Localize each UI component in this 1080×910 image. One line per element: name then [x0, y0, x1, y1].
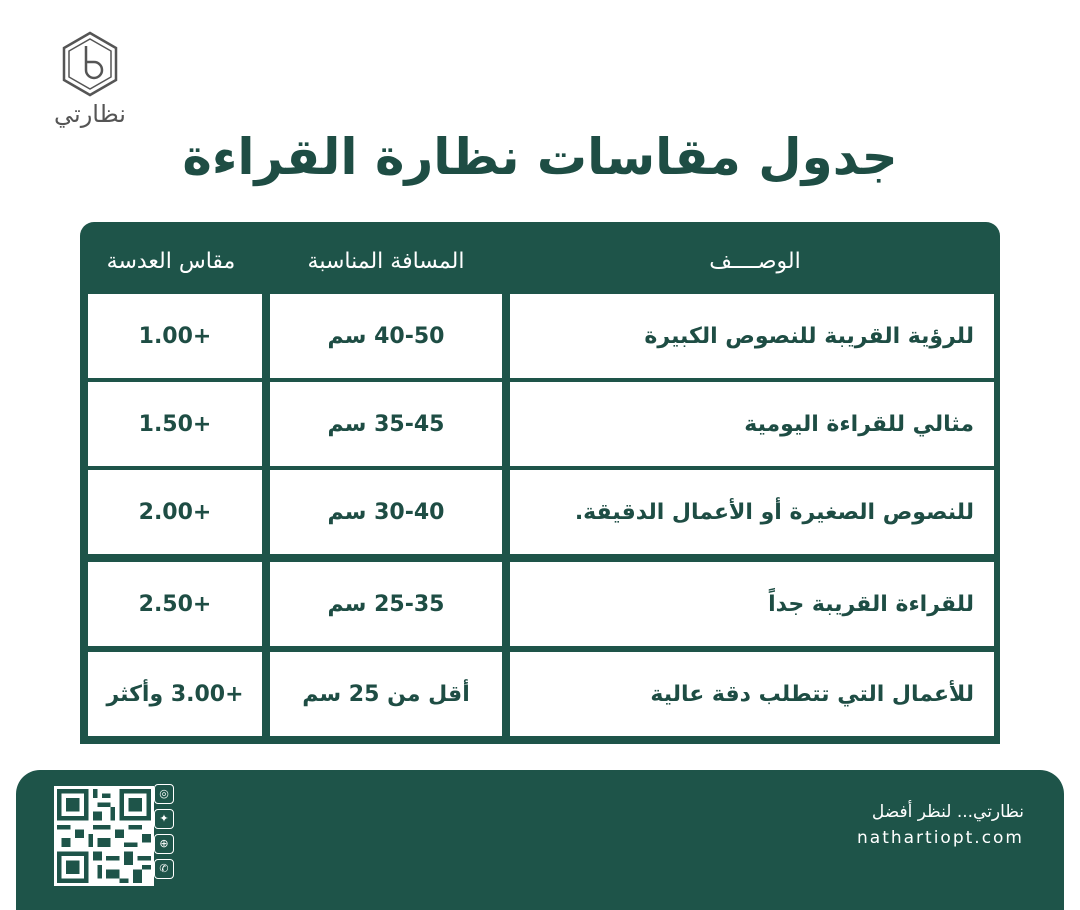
- table-row: [80, 294, 1000, 378]
- cell-distance: 25-35 سم: [270, 562, 502, 646]
- header-description: الوصــــف: [709, 249, 801, 274]
- phone-icon[interactable]: ✆: [154, 859, 174, 879]
- globe-icon[interactable]: ⊕: [154, 834, 174, 854]
- logo-icon: [60, 30, 120, 98]
- cell-description: للقراءة القريبة جداً: [510, 562, 994, 646]
- twitter-icon[interactable]: ✦: [154, 809, 174, 829]
- header-distance: المسافة المناسبة: [307, 249, 465, 274]
- cell-lens-power: +3.00 وأكثر: [88, 652, 262, 736]
- cell-description: للرؤية القريبة للنصوص الكبيرة: [510, 294, 994, 378]
- page-title: جدول مقاسات نظارة القراءة: [182, 128, 898, 186]
- social-links: [154, 784, 176, 884]
- logo-text: نظارتي: [54, 100, 126, 128]
- size-table: [80, 222, 1000, 744]
- cell-lens-power: +1.00: [88, 294, 262, 378]
- cell-lens-power: +2.50: [88, 562, 262, 646]
- table-row: [80, 652, 1000, 736]
- footer: [16, 770, 1064, 910]
- cell-lens-power: +2.00: [88, 470, 262, 554]
- cell-description: مثالي للقراءة اليومية: [510, 382, 994, 466]
- table-row: [80, 382, 1000, 466]
- cell-distance: 40-50 سم: [270, 294, 502, 378]
- cell-distance: 35-45 سم: [270, 382, 502, 466]
- instagram-icon[interactable]: ◎: [154, 784, 174, 804]
- qr-code[interactable]: [54, 786, 154, 886]
- brand-logo: [54, 30, 126, 128]
- footer-tagline: نظارتي... لنظر أفضل: [871, 802, 1024, 822]
- header-lens-power: مقاس العدسة: [106, 249, 236, 274]
- website-link[interactable]: nathartiopt.com: [857, 828, 1024, 848]
- cell-lens-power: +1.50: [88, 382, 262, 466]
- cell-distance: أقل من 25 سم: [270, 652, 502, 736]
- cell-description: للأعمال التي تتطلب دقة عالية: [510, 652, 994, 736]
- table-row: [80, 470, 1000, 554]
- table-header: [80, 222, 1000, 290]
- cell-description: للنصوص الصغيرة أو الأعمال الدقيقة.: [510, 470, 994, 554]
- table-row: [80, 562, 1000, 646]
- cell-distance: 30-40 سم: [270, 470, 502, 554]
